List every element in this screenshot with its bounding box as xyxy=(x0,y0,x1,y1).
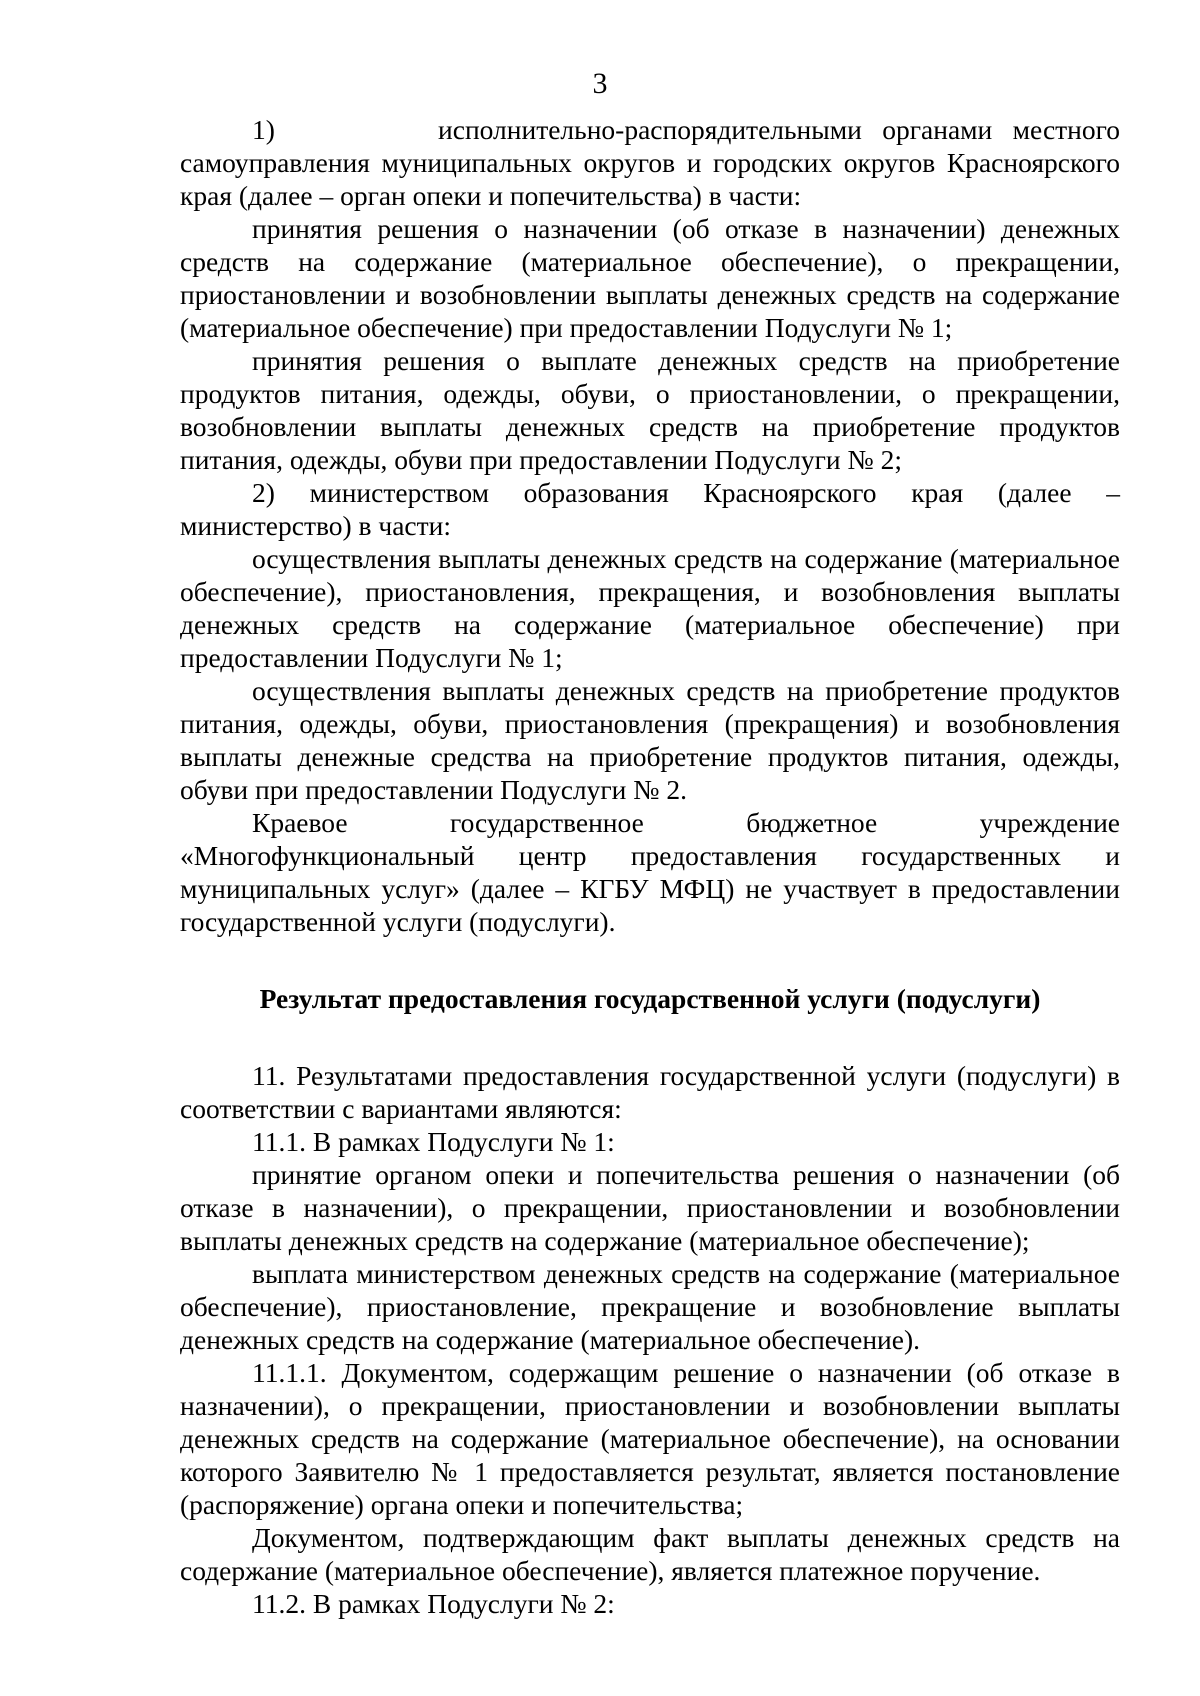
paragraph-payment-order: Документом, подтверждающим факт выплаты денежных средств на содержание (материальное обеспечение), является платежное поручение. xyxy=(180,1522,1120,1586)
section-heading-result: Результат предоставления государственной услуги (подуслуги) xyxy=(259,983,1041,1014)
paragraph-11-1: 11.1. В рамках Подуслуги № 1: xyxy=(252,1126,615,1157)
page-number: 3 xyxy=(592,67,608,100)
paragraph-payment-by-ministry: выплата министерством денежных средств на содержание (материальное обеспечение), приостановление, прекращение и возобновление выплаты денежных средств на содержание (материальное обеспечение). xyxy=(180,1258,1120,1355)
paragraph-11-1-1-document: 11.1.1. Документом, содержащим решение о назначении (об отказе в назначении), о прекращении, приостановлении и возобновлении выплаты денежных средств на содержание (материальное обеспечение), на основании которого Заявителю № 1 предоставляется результат, является постановление (распоряжение) органа опеки и попечительства; xyxy=(180,1357,1120,1520)
paragraph-decision-assignment: принятия решения о назначении (об отказе в назначении) денежных средств на содержание (материальное обеспечение), о прекращении, приостановлении и возобновлении выплаты денежных средств на содержание (материальное обеспечение) при предоставлении Подуслуги № 1; xyxy=(180,213,1120,343)
paragraph-item-1-executive-bodies: 1) исполнительно-распорядительными органами местного самоуправления муниципальных округов и городских округов Красноярского края (далее – орган опеки и попечительства) в части: xyxy=(180,114,1120,211)
document-body xyxy=(180,113,1120,1620)
paragraph-decision-by-guardianship: принятие органом опеки и попечительства решения о назначении (об отказе в назначении), о прекращении, приостановлении и возобновлении выплаты денежных средств на содержание (материальное обеспечение); xyxy=(180,1159,1120,1256)
paragraph-decision-payment-food: принятия решения о выплате денежных средств на приобретение продуктов питания, одежды, обуви, о приостановлении, о прекращении, возобновлении выплаты денежных средств на приобретение продуктов питания, одежды, обуви при предоставлении Подуслуги № 2; xyxy=(180,345,1120,475)
paragraph-item-2-ministry: 2) министерством образования Красноярского края (далее – министерство) в части: xyxy=(180,477,1120,541)
paragraph-11-results: 11. Результатами предоставления государственной услуги (подуслуги) в соответствии с вариантами являются: xyxy=(180,1060,1120,1124)
paragraph-ministry-payment-food: осуществления выплаты денежных средств на приобретение продуктов питания, одежды, обуви, приостановления (прекращения) и возобновления выплаты денежные средства на приобретение продуктов питания, одежды, обуви при предоставлении Подуслуги № 2. xyxy=(180,675,1120,805)
paragraph-mfc-not-participating: Краевое государственное бюджетное учреждение «Многофункциональный центр предоставления государственных и муниципальных услуг» (далее – КГБУ МФЦ) не участвует в предоставлении государственной услуги (подуслуги). xyxy=(180,807,1120,937)
paragraph-11-2: 11.2. В рамках Подуслуги № 2: xyxy=(252,1588,615,1619)
paragraph-ministry-payment-maintenance: осуществления выплаты денежных средств на содержание (материальное обеспечение), приостановления, прекращения, и возобновления выплаты денежных средств на содержание (материальное обеспечение) при предоставлении Подуслуги № 1; xyxy=(180,543,1120,673)
